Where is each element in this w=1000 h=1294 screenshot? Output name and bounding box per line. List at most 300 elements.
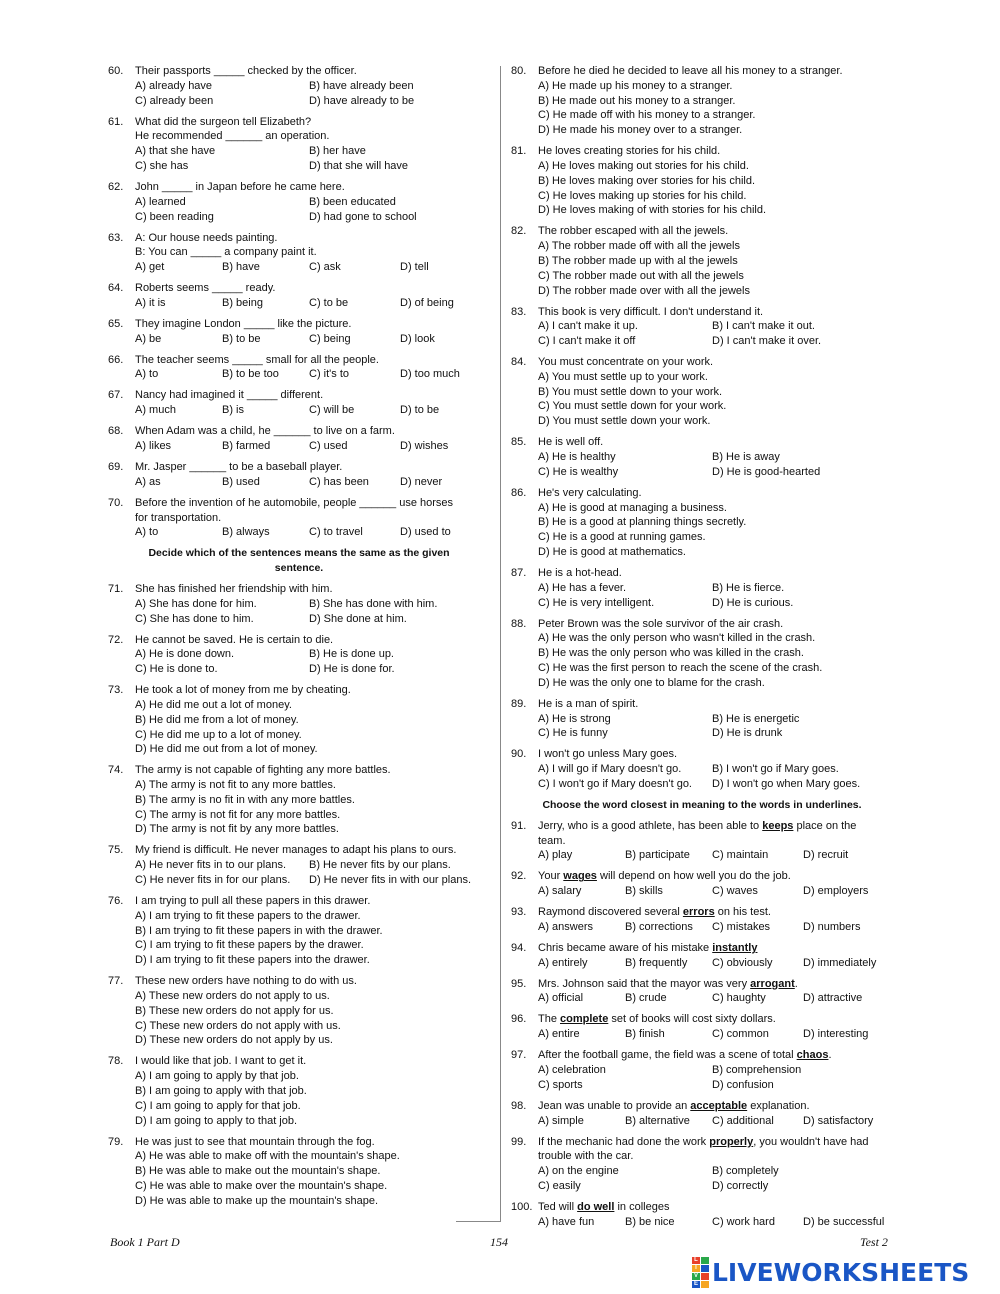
answer-option[interactable]: A) He is good at managing a business. [538,501,727,514]
answer-option[interactable]: A) already have [135,79,213,92]
question [108,894,490,968]
answer-option[interactable]: C) been reading [135,210,214,223]
answer-options [135,439,490,454]
answer-option[interactable]: C) The army is not fit for any more battles. [135,808,341,821]
answer-option[interactable]: B) is [222,404,244,417]
answer-option[interactable]: B) always [222,526,270,539]
answer-option[interactable]: B) The army is no fit in with any more battles. [135,793,355,806]
answer-option[interactable]: D) He is done for. [309,663,395,676]
answer-options [538,920,893,935]
answer-options [135,260,490,275]
underlined-word: chaos [796,1049,829,1062]
answer-option[interactable]: D) numbers [803,920,861,933]
question [511,977,893,1007]
section-instruction-line: Decide which of the sentences means the same as the given [148,547,450,560]
answer-options [538,712,893,742]
answer-option[interactable]: A) be [135,332,162,345]
question-stem: for transportation. [135,511,222,524]
liveworksheets-logo[interactable] [692,1257,969,1287]
answer-option[interactable]: D) have already to be [309,94,415,107]
answer-option[interactable]: B) He loves making over stories for his child. [538,174,756,187]
question-stem [538,1012,893,1027]
answer-option[interactable]: C) she has [135,159,189,172]
answer-option[interactable]: A) on the engine [538,1165,619,1178]
question [108,460,490,490]
answer-option[interactable]: D) employers [803,885,869,898]
question [108,115,490,174]
stem-text: After the football game, the field was a scene of total [538,1049,797,1062]
answer-option[interactable]: C) I won't go if Mary doesn't go. [538,777,692,790]
answer-option[interactable]: C) it's to [309,368,349,381]
answer-option[interactable]: A) it is [135,296,166,309]
answer-option[interactable]: C) You must settle down for your work. [538,400,727,413]
answer-option[interactable]: A) salary [538,885,582,898]
left-column [108,64,490,1215]
underlined-word: instantly [712,941,758,954]
answer-option[interactable]: D) correctly [712,1179,769,1192]
answer-option[interactable]: C) I am trying to fit these papers by the drawer. [135,939,364,952]
answer-options [538,848,893,863]
answer-option[interactable]: D) attractive [803,992,863,1005]
answer-option[interactable]: C) maintain [712,849,769,862]
answer-option[interactable]: C) to travel [309,526,363,539]
answer-option[interactable]: D) tell [400,261,429,274]
question-stem [538,1048,893,1063]
footer-test-label: Test 2 [860,1235,888,1249]
answer-option[interactable]: C) He is funny [538,727,608,740]
answer-option[interactable]: B) I won't go if Mary goes. [712,763,839,776]
question-stem: Mr. Jasper ______ to be a baseball player. [135,461,343,474]
logo-icon-tile: E [693,1280,698,1287]
answer-option[interactable]: A) I am going to apply by that job. [135,1070,299,1083]
answer-option[interactable]: B) being [222,296,263,309]
question-number: 60. [108,65,124,77]
answer-option[interactable]: C) He is very intelligent. [538,596,655,609]
answer-option[interactable]: D) used to [400,526,451,539]
answer-option[interactable]: B) He is done up. [309,648,394,661]
answer-option[interactable]: A) She has done for him. [135,597,257,610]
underlined-word: properly [709,1135,754,1148]
answer-option[interactable]: C) common [712,1028,769,1041]
answer-option[interactable]: C) He was the first person to reach the scene of the crash. [538,661,823,674]
answer-option[interactable]: D) of being [400,296,454,309]
liveworksheets-logo-text: LIVEWORKSHEETS [712,1257,970,1287]
question-stem: This book is very difficult. I don't understand it. [538,305,764,318]
answer-option[interactable]: D) never [400,475,443,488]
answer-option[interactable]: B) finish [625,1028,665,1041]
answer-options [538,884,893,899]
question-stem [538,869,893,884]
answer-option[interactable]: B) These new orders do not apply for us. [135,1004,334,1017]
question [108,180,490,224]
answer-option[interactable]: D) The army is not fit by any more battles. [135,823,339,836]
underlined-word: errors [682,906,715,919]
answer-option[interactable]: C) sports [538,1078,583,1091]
answer-option[interactable]: D) He is curious. [712,596,794,609]
question [511,1200,893,1230]
answer-option[interactable]: C) mistakes [712,920,771,933]
answer-option[interactable]: C) already been [135,94,214,107]
question-stem: Peter Brown was the sole survivor of the air crash. [538,617,784,630]
answer-option[interactable]: A) to [135,368,159,381]
question-number: 81. [511,145,527,158]
liveworksheets-logo-icon [692,1257,709,1288]
answer-option[interactable]: A) answers [538,920,594,933]
answer-option[interactable]: A) to [135,526,159,539]
answer-option[interactable]: D) recruit [803,849,849,862]
answer-option[interactable]: C) haughty [712,992,766,1005]
answer-option[interactable]: D) He did me out from a lot of money. [135,743,318,756]
stem-text: . [828,1049,832,1062]
answer-option[interactable]: B) He is fierce. [712,581,785,594]
question [511,1048,893,1092]
question-number: 83. [511,305,527,318]
answer-options [135,597,490,627]
question-stem: He is a hot-head. [538,567,622,580]
question [108,582,490,626]
question-stem: He took a lot of money from me by cheating. [135,684,351,697]
answer-option[interactable]: C) work hard [712,1215,775,1228]
answer-option[interactable]: B) He was the only person who was killed in the crash. [538,647,804,660]
answer-option[interactable]: B) He made out his money to a stranger. [538,94,736,107]
answer-option[interactable]: B) been educated [309,195,396,208]
answer-option[interactable]: A) I can't make it up. [538,320,638,333]
answer-option[interactable]: C) I can't make it off [538,335,636,348]
answer-option[interactable]: C) The robber made out with all the jewels [538,269,744,282]
answer-option[interactable]: A) The robber made off with all the jewels [538,240,740,253]
question-number: 68. [108,425,124,438]
answer-option[interactable]: B) He is a good at planning things secretly. [538,516,747,529]
answer-option[interactable]: A) official [538,992,584,1005]
answer-options [135,858,490,888]
question-stem: The teacher seems _____ small for all the people. [135,353,379,366]
answer-option[interactable]: A) I am trying to fit these papers to the drawer. [135,909,361,922]
question [108,683,490,757]
answer-option[interactable]: B) have [222,261,260,274]
question [511,64,893,138]
answer-option[interactable]: C) I am going to apply for that job. [135,1099,301,1112]
answer-option[interactable]: D) He is good-hearted [712,465,821,478]
question-number: 76. [108,895,124,908]
question-stem: He is well off. [538,436,604,449]
answer-option[interactable]: C) to be [309,296,349,309]
answer-options [538,956,893,971]
answer-option[interactable]: B) The robber made up with al the jewels [538,254,738,267]
answer-option[interactable]: B) have already been [309,79,414,92]
question-number: 92. [511,870,527,883]
answer-option[interactable]: A) simple [538,1114,584,1127]
logo-icon-tile: V [693,1272,698,1279]
question-number: 90. [511,748,527,761]
stem-text: Raymond discovered several [538,906,683,919]
answer-option[interactable]: C) He is done to. [135,663,218,676]
stem-text: . [794,977,798,990]
question-stem: My friend is difficult. He never manages to adapt his plans to ours. [135,844,457,857]
answer-option[interactable]: C) obviously [712,956,773,969]
question-stem: He is a man of spirit. [538,697,639,710]
answer-option[interactable]: A) He made up his money to a stranger. [538,79,733,92]
question-number: 74. [108,764,124,777]
answer-option[interactable]: D) immediately [803,956,877,969]
answer-option[interactable]: A) You must settle up to your work. [538,370,708,383]
answer-option[interactable]: C) He is wealthy [538,465,619,478]
answer-option[interactable]: B) He did me from a lot of money. [135,713,299,726]
answer-option[interactable]: A) entirely [538,956,588,969]
question-stem [538,819,893,834]
question-stem: A: Our house needs painting. [135,231,278,244]
answer-option[interactable]: B) frequently [625,956,688,969]
answer-option[interactable]: B) used [222,475,260,488]
answer-option[interactable]: A) He is healthy [538,451,616,464]
answer-option[interactable]: C) He loves making up stories for his child. [538,189,747,202]
question-number: 99. [511,1135,527,1148]
answer-option[interactable]: D) The robber made over with all the jewels [538,284,750,297]
answer-option[interactable]: A) I will go if Mary doesn't go. [538,763,682,776]
question-number: 88. [511,617,527,630]
question-stem: I am trying to pull all these papers in this drawer. [135,895,371,908]
section-instruction [511,798,893,813]
question-stem [538,977,893,992]
answer-option[interactable]: B) You must settle down to your work. [538,385,723,398]
question-stem: Nancy had imagined it _____ different. [135,389,324,402]
answer-option[interactable]: D) He is good at mathematics. [538,546,686,559]
answer-option[interactable]: A) play [538,849,573,862]
answer-option[interactable]: D) interesting [803,1028,869,1041]
logo-icon-tile: I [692,1265,700,1272]
column-divider [500,66,501,1222]
question-number: 93. [511,906,527,919]
answer-options [135,79,490,109]
answer-option[interactable]: B) completely [712,1165,779,1178]
underlined-word: keeps [762,819,794,832]
answer-option[interactable]: D) look [400,332,435,345]
answer-option[interactable]: A) learned [135,195,186,208]
answer-option[interactable]: C) additional [712,1114,774,1127]
question-number: 71. [108,582,124,595]
answer-option[interactable]: C) waves [712,885,758,898]
question-number: 73. [108,684,124,697]
answer-option[interactable]: B) He was able to make out the mountain's shape. [135,1165,381,1178]
answer-option[interactable]: D) He never fits in with our plans. [309,874,472,887]
question-stem: Before he died he decided to leave all his money to a stranger. [538,65,843,77]
answer-option[interactable]: C) These new orders do not apply with us. [135,1019,341,1032]
question-stem: He cannot be saved. He is certain to die. [135,633,334,646]
answer-option[interactable]: D) These new orders do not apply by us. [135,1034,333,1047]
question-number: 89. [511,697,527,710]
stem-text: Your [538,870,564,883]
answer-option[interactable]: B) to be too [222,368,279,381]
answer-option[interactable]: B) farmed [222,440,271,453]
question [108,1135,490,1209]
question-number: 61. [108,115,124,128]
answer-option[interactable]: D) I can't make it over. [712,335,822,348]
answer-option[interactable]: D) He made his money over to a stranger. [538,124,743,137]
answer-option[interactable]: A) He is done down. [135,648,235,661]
answer-option[interactable]: C) will be [309,404,355,417]
answer-option[interactable]: C) being [309,332,351,345]
answer-option[interactable]: B) I can't make it out. [712,320,815,333]
question-stem: She has finished her friendship with him. [135,582,333,595]
answer-option[interactable]: A) get [135,261,165,274]
answer-option[interactable]: D) be successful [803,1215,885,1228]
question [511,224,893,298]
logo-icon-tile-blank [701,1257,709,1264]
answer-options [538,319,893,349]
answer-option[interactable]: D) He was able to make up the mountain's shape. [135,1194,379,1207]
question-stem: B: You can _____ a company paint it. [135,246,317,259]
answer-option[interactable]: B) be nice [625,1215,675,1228]
answer-option[interactable]: D) that she will have [309,159,409,172]
question-number: 62. [108,180,124,193]
answer-option[interactable]: A) have fun [538,1215,595,1228]
stem-text: Jean was unable to provide an [538,1099,691,1112]
answer-option[interactable]: A) He was able to make off with the mountain's shape. [135,1150,400,1163]
answer-option[interactable]: B) participate [625,849,690,862]
answer-option[interactable]: B) to be [222,332,261,345]
question [511,747,893,791]
question [511,435,893,479]
answer-options [538,450,893,480]
answer-options [538,991,893,1006]
question-number: 63. [108,231,124,244]
answer-option[interactable]: D) to be [400,404,440,417]
answer-option[interactable]: D) He loves making of with stories for his child. [538,204,767,217]
answer-option[interactable]: A) entire [538,1028,580,1041]
answer-option[interactable]: A) as [135,475,161,488]
answer-option[interactable]: A) These new orders do not apply to us. [135,990,330,1003]
question-stem: trouble with the car. [538,1150,634,1163]
answer-option[interactable]: D) wishes [400,440,449,453]
answer-options [135,195,490,225]
underlined-word: arrogant [750,977,795,990]
question [108,974,490,1048]
answer-option[interactable]: C) easily [538,1179,581,1192]
question [511,941,893,971]
section-instruction-line: sentence. [274,562,324,575]
question [511,1012,893,1042]
answer-option[interactable]: D) You must settle down your work. [538,415,711,428]
stem-text: Mrs. Johnson said that the mayor was very [538,977,751,990]
question [511,697,893,741]
answer-options [135,296,490,311]
stem-text: in colleges [614,1200,670,1213]
question [511,617,893,691]
answer-option[interactable]: D) He is drunk [712,727,783,740]
question-stem: The army is not capable of fighting any more battles. [135,764,391,777]
answer-option[interactable]: C) has been [309,475,369,488]
question-stem: He loves creating stories for his child. [538,145,721,158]
answer-option[interactable]: C) He made off with his money to a stranger. [538,109,756,122]
answer-options [135,647,490,677]
answer-option[interactable]: B) He is away [712,451,780,464]
answer-option[interactable]: C) He was able to make over the mountain's shape. [135,1179,388,1192]
answer-option[interactable]: C) used [309,440,348,453]
answer-option[interactable]: C) He did me up to a lot of money. [135,728,302,741]
question [108,763,490,837]
question-stem [538,1099,893,1114]
question [108,388,490,418]
answer-option[interactable]: D) He was the only one to blame for the crash. [538,676,765,689]
answer-option[interactable]: D) I am going to apply to that job. [135,1114,298,1127]
question-stem: They imagine London _____ like the picture. [135,317,352,330]
answer-option[interactable]: B) corrections [625,920,693,933]
question-number: 85. [511,436,527,449]
answer-option[interactable]: C) He never fits in for our plans. [135,874,291,887]
answer-option[interactable]: B) skills [625,885,663,898]
question-stem [538,1200,893,1215]
question-number: 100. [511,1200,533,1213]
question-stem: These new orders have nothing to do with us. [135,975,357,988]
answer-option[interactable]: A) He loves making out stories for his child. [538,159,749,172]
answer-option[interactable]: A) likes [135,440,172,453]
right-column [511,64,893,1236]
stem-text: Jerry, who is a good athlete, has been able to [538,819,763,832]
answer-option[interactable]: B) I am going to apply with that job. [135,1084,307,1097]
answer-option[interactable]: A) He has a fever. [538,581,627,594]
answer-option[interactable]: A) much [135,404,176,417]
answer-option[interactable]: A) The army is not fit to any more battles. [135,779,336,792]
question [511,819,893,863]
question-stem: team. [538,834,566,847]
answer-option[interactable]: D) too much [400,368,460,381]
answer-option[interactable]: D) had gone to school [309,210,417,223]
answer-option[interactable]: B) her have [309,145,366,158]
answer-option[interactable]: B) She has done with him. [309,597,438,610]
answer-option[interactable]: B) crude [625,992,667,1005]
answer-option[interactable]: A) He did me out a lot of money. [135,698,292,711]
answer-option[interactable]: D) I won't go when Mary goes. [712,777,861,790]
answer-option[interactable]: B) alternative [625,1114,690,1127]
question [511,305,893,349]
answer-option[interactable]: C) He is a good at running games. [538,531,706,544]
underlined-word: do well [577,1200,615,1213]
logo-icon-tile-blank [701,1281,709,1288]
answer-option[interactable]: B) comprehension [712,1064,802,1076]
question-stem: When Adam was a child, he ______ to live on a farm. [135,425,395,438]
stem-text: will depend on how well you do the job. [596,870,791,883]
answer-option[interactable]: C) She has done to him. [135,612,254,625]
answer-option[interactable]: B) He never fits by our plans. [309,859,451,872]
underlined-word: complete [560,1013,609,1026]
question-number: 77. [108,975,124,988]
question-number: 96. [511,1013,527,1026]
question-number: 86. [511,486,527,499]
column-divider-foot [456,1221,500,1222]
question [108,317,490,347]
answer-option[interactable]: A) that she have [135,145,216,158]
answer-option[interactable]: D) I am trying to fit these papers into the drawer. [135,954,370,967]
question [108,231,490,275]
question [108,281,490,311]
footer-page-number: 154 [490,1235,508,1249]
answer-option[interactable]: D) satisfactory [803,1114,874,1127]
answer-option[interactable]: A) He never fits in to our plans. [135,859,287,872]
answer-option[interactable]: A) celebration [538,1064,606,1076]
answer-option[interactable]: B) He is energetic [712,712,800,725]
answer-option[interactable]: D) confusion [712,1078,774,1091]
question [108,64,490,108]
logo-icon-tile-blank [701,1273,709,1280]
question [511,566,893,610]
answer-option[interactable]: A) He is strong [538,712,611,725]
question [511,1099,893,1129]
answer-option[interactable]: B) I am trying to fit these papers in with the drawer. [135,924,383,937]
answer-option[interactable]: D) She done at him. [309,612,407,625]
answer-options [135,332,490,347]
answer-option[interactable]: A) He was the only person who wasn't killed in the crash. [538,632,816,645]
answer-option[interactable]: C) ask [309,261,341,274]
question-number: 80. [511,65,527,77]
